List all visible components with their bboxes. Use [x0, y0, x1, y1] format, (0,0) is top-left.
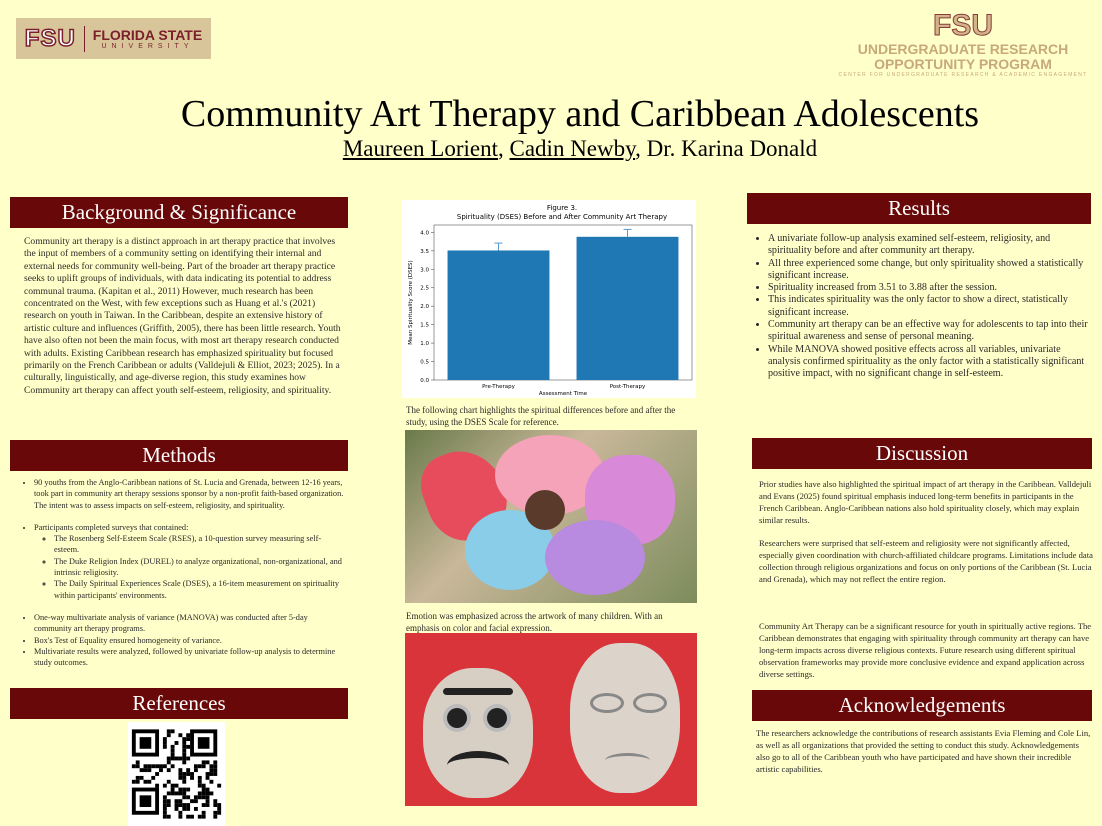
methods-subitem: ◦ The Duke Religion Index (DUREL) to analyze organizational, non-organizational, and intrinsic religiosity. — [54, 556, 344, 579]
y-tick-label: 0.5 — [420, 359, 429, 366]
results-item: • Community art therapy can be an effective way for adolescents to tap into their spiritual awareness and sense of personal meaning. — [768, 319, 1088, 344]
chart-caption: The following chart highlights the spiritual differences before and after the study, using the DSES Scale for reference. — [406, 405, 676, 427]
y-tick-label: 2.0 — [420, 304, 429, 311]
results-item: • A univariate follow-up analysis examined self-esteem, religiosity, and spirituality before and after community art therapy. — [768, 233, 1088, 258]
discussion-p1: Prior studies have also highlighted the spiritual impact of art therapy in the Caribbean. Valldejuli and Evans (2025) found spiritual emphasis induced long-term benefits in participants in the French Caribbean. Anglo-Caribbean nations also hold spirituality closely, which may explain similar results. — [759, 479, 1092, 525]
bar-pre-therapy — [448, 250, 550, 380]
methods-item: • Box's Test of Equality ensured homogeneity of variance. — [34, 635, 344, 646]
x-tick-label: Pre-Therapy — [482, 384, 515, 390]
urop-line2: OPPORTUNITY PROGRAM — [874, 56, 1052, 72]
methods-list — [14, 477, 344, 668]
y-tick-label: 2.5 — [420, 285, 429, 292]
y-tick-label: 1.5 — [420, 322, 429, 329]
results-list — [748, 233, 1088, 381]
fsu-name: FLORIDA STATE — [92, 27, 203, 43]
discussion-p3: Community Art Therapy can be a significant resource for youth in spiritually active regions. The Caribbean demonstrates that engaging with spirituality through community art therapy can have long-term impacts across diverse religious contexts. Future research using different spiritual observation frameworks may provide more conclusive evidence and expand application across diverse settings. — [759, 621, 1092, 679]
methods-item: • 90 youths from the Anglo-Caribbean nations of St. Lucia and Grenada, between 12-16 years, took part in community art therapy sessions sponsor by a non-profit faith-based organization. The intent was to assess impacts on self-esteem, religiosity, and spirituality. — [34, 477, 344, 511]
author: Cadin Newby — [509, 136, 636, 161]
author: Dr. Karina Donald — [646, 136, 818, 161]
methods-item: • One-way multivariate analysis of variance (MANOVA) was conducted after 5-day community art therapy programs. — [34, 612, 344, 635]
results-item: • Spirituality increased from 3.51 to 3.88 after the session. — [768, 282, 1088, 294]
artwork-photo — [405, 430, 697, 603]
clay-masks-photo — [405, 633, 697, 806]
y-tick-label: 0.0 — [420, 378, 429, 384]
urop-logo — [828, 10, 1098, 78]
discussion-heading: Discussion — [752, 438, 1092, 469]
y-tick-label: 3.0 — [420, 267, 429, 274]
y-axis-label: Mean Spirituality Score (DSES) — [408, 260, 414, 345]
bar-chart — [402, 200, 696, 398]
results-heading: Results — [747, 193, 1091, 224]
bar-post-therapy — [577, 237, 679, 380]
x-axis-label: Assessment Time — [538, 391, 588, 397]
qr-code[interactable] — [128, 722, 225, 826]
background-text: Community art therapy is a distinct approach in art therapy practice that involves the input of members of a community setting on identifying their internal and external needs for community well-being. Part of the broader art therapy practice seeks to uplift groups of individuals, with data indicating its potential to address communal trauma. (Kapitan et al., 2011) However, much research has been concentrated on the West, with few exceptions such as Huang et al.'s (2021) research on youth in Taiwan. In the Caribbean, despite an extensive history of artistic culture and influences (Griffith, 2005), there has been little research. Youth have also often not been the main focus, with most art therapy research conducted with adults. Existing Caribbean research has emphasized spirituality but focused primarily on the French Caribbean or adults (Valldejuli & Elliot, 2023; 2025). In a culturally, linguistically, and age-diverse region, this study examines how Community art therapy can affect youth self-esteem, religiosity, and spirituality. — [24, 236, 341, 396]
methods-item: • Participants completed surveys that contained: ◦ The Rosenberg Self-Esteem Scale (RSES), a 10-question survey measuring self-esteem. ◦ The Duke Religion Index (DUREL) to analyze organizational, non-organizational, and intrinsic religiosity. ◦ The Daily Spiritual Experiences Scale (DSES), a 16-item measurement on spirituality within participants' environments. — [34, 522, 344, 601]
fsu-logo-text — [93, 27, 202, 50]
logo-divider — [84, 26, 85, 52]
discussion-p2: Researchers were surprised that self-esteem and religiosity were not significantly affected, especially given coordination with church-affiliated childcare programs. Limitations include data collection through religious organizations and focus on only portions of the Caribbean (St. Lucia and Grenada), which may not reflect the entire region. — [759, 538, 1093, 584]
poster-title: Community Art Therapy and Caribbean Adolescents — [180, 93, 980, 135]
methods-subitem: ◦ The Rosenberg Self-Esteem Scale (RSES), a 10-question survey measuring self-esteem. — [54, 533, 344, 556]
results-item: • While MANOVA showed positive effects across all variables, univariate analysis confirmed spirituality as the only factor with a statistically significant positive impact, with no significant change in self-esteem. — [768, 344, 1088, 381]
urop-line3: CENTER FOR UNDERGRADUATE RESEARCH & ACADEMIC ENGAGEMENT — [838, 72, 1088, 78]
photo-caption: Emotion was emphasized across the artwork of many children. With an emphasis on color and facial expression. — [406, 611, 663, 633]
urop-mark: FSU — [933, 9, 993, 42]
authors: Maureen Lorient, Cadin Newby, Dr. Karina Donald — [342, 136, 818, 161]
urop-line1: UNDERGRADUATE RESEARCH — [857, 41, 1069, 57]
results-item: • This indicates spirituality was the only factor to show a direct, statistically significant increase. — [768, 294, 1088, 319]
chart-title: Figure 3. — [546, 204, 578, 212]
x-tick-label: Post-Therapy — [609, 384, 646, 390]
chart-subtitle: Spirituality (DSES) Before and After Community Art Therapy — [456, 213, 668, 221]
references-heading: References — [10, 688, 348, 719]
background-heading: Background & Significance — [10, 197, 348, 228]
author: Maureen Lorient — [342, 136, 498, 161]
y-tick-label: 4.0 — [420, 230, 429, 237]
methods-heading: Methods — [10, 440, 348, 471]
y-tick-label: 3.5 — [420, 248, 429, 255]
methods-item: • Multivariate results were analyzed, followed by univariate follow-up analysis to determine study outcomes. — [34, 646, 344, 669]
acknowledgements-heading: Acknowledgements — [752, 690, 1092, 721]
results-item: • All three experienced some change, but only spirituality showed a statistically significant increase. — [768, 258, 1088, 283]
fsu-logo — [16, 18, 211, 59]
acknowledgements-text: The researchers acknowledge the contributions of research assistants Evia Fleming and Cole Lin, as well as all organizations that provided the setting to conduct this study. Acknowledgements also go to all of the Caribbean youth who have participated and have shown their incredible artistic capabilities. — [756, 728, 1091, 774]
fsu-sub: UNIVERSITY — [101, 43, 194, 50]
fsu-logo-mark: FSU — [24, 24, 76, 52]
methods-subitem: ◦ The Daily Spiritual Experiences Scale (DSES), a 16-item measurement on spirituality within participants' environments. — [54, 578, 344, 601]
y-tick-label: 1.0 — [420, 341, 429, 348]
